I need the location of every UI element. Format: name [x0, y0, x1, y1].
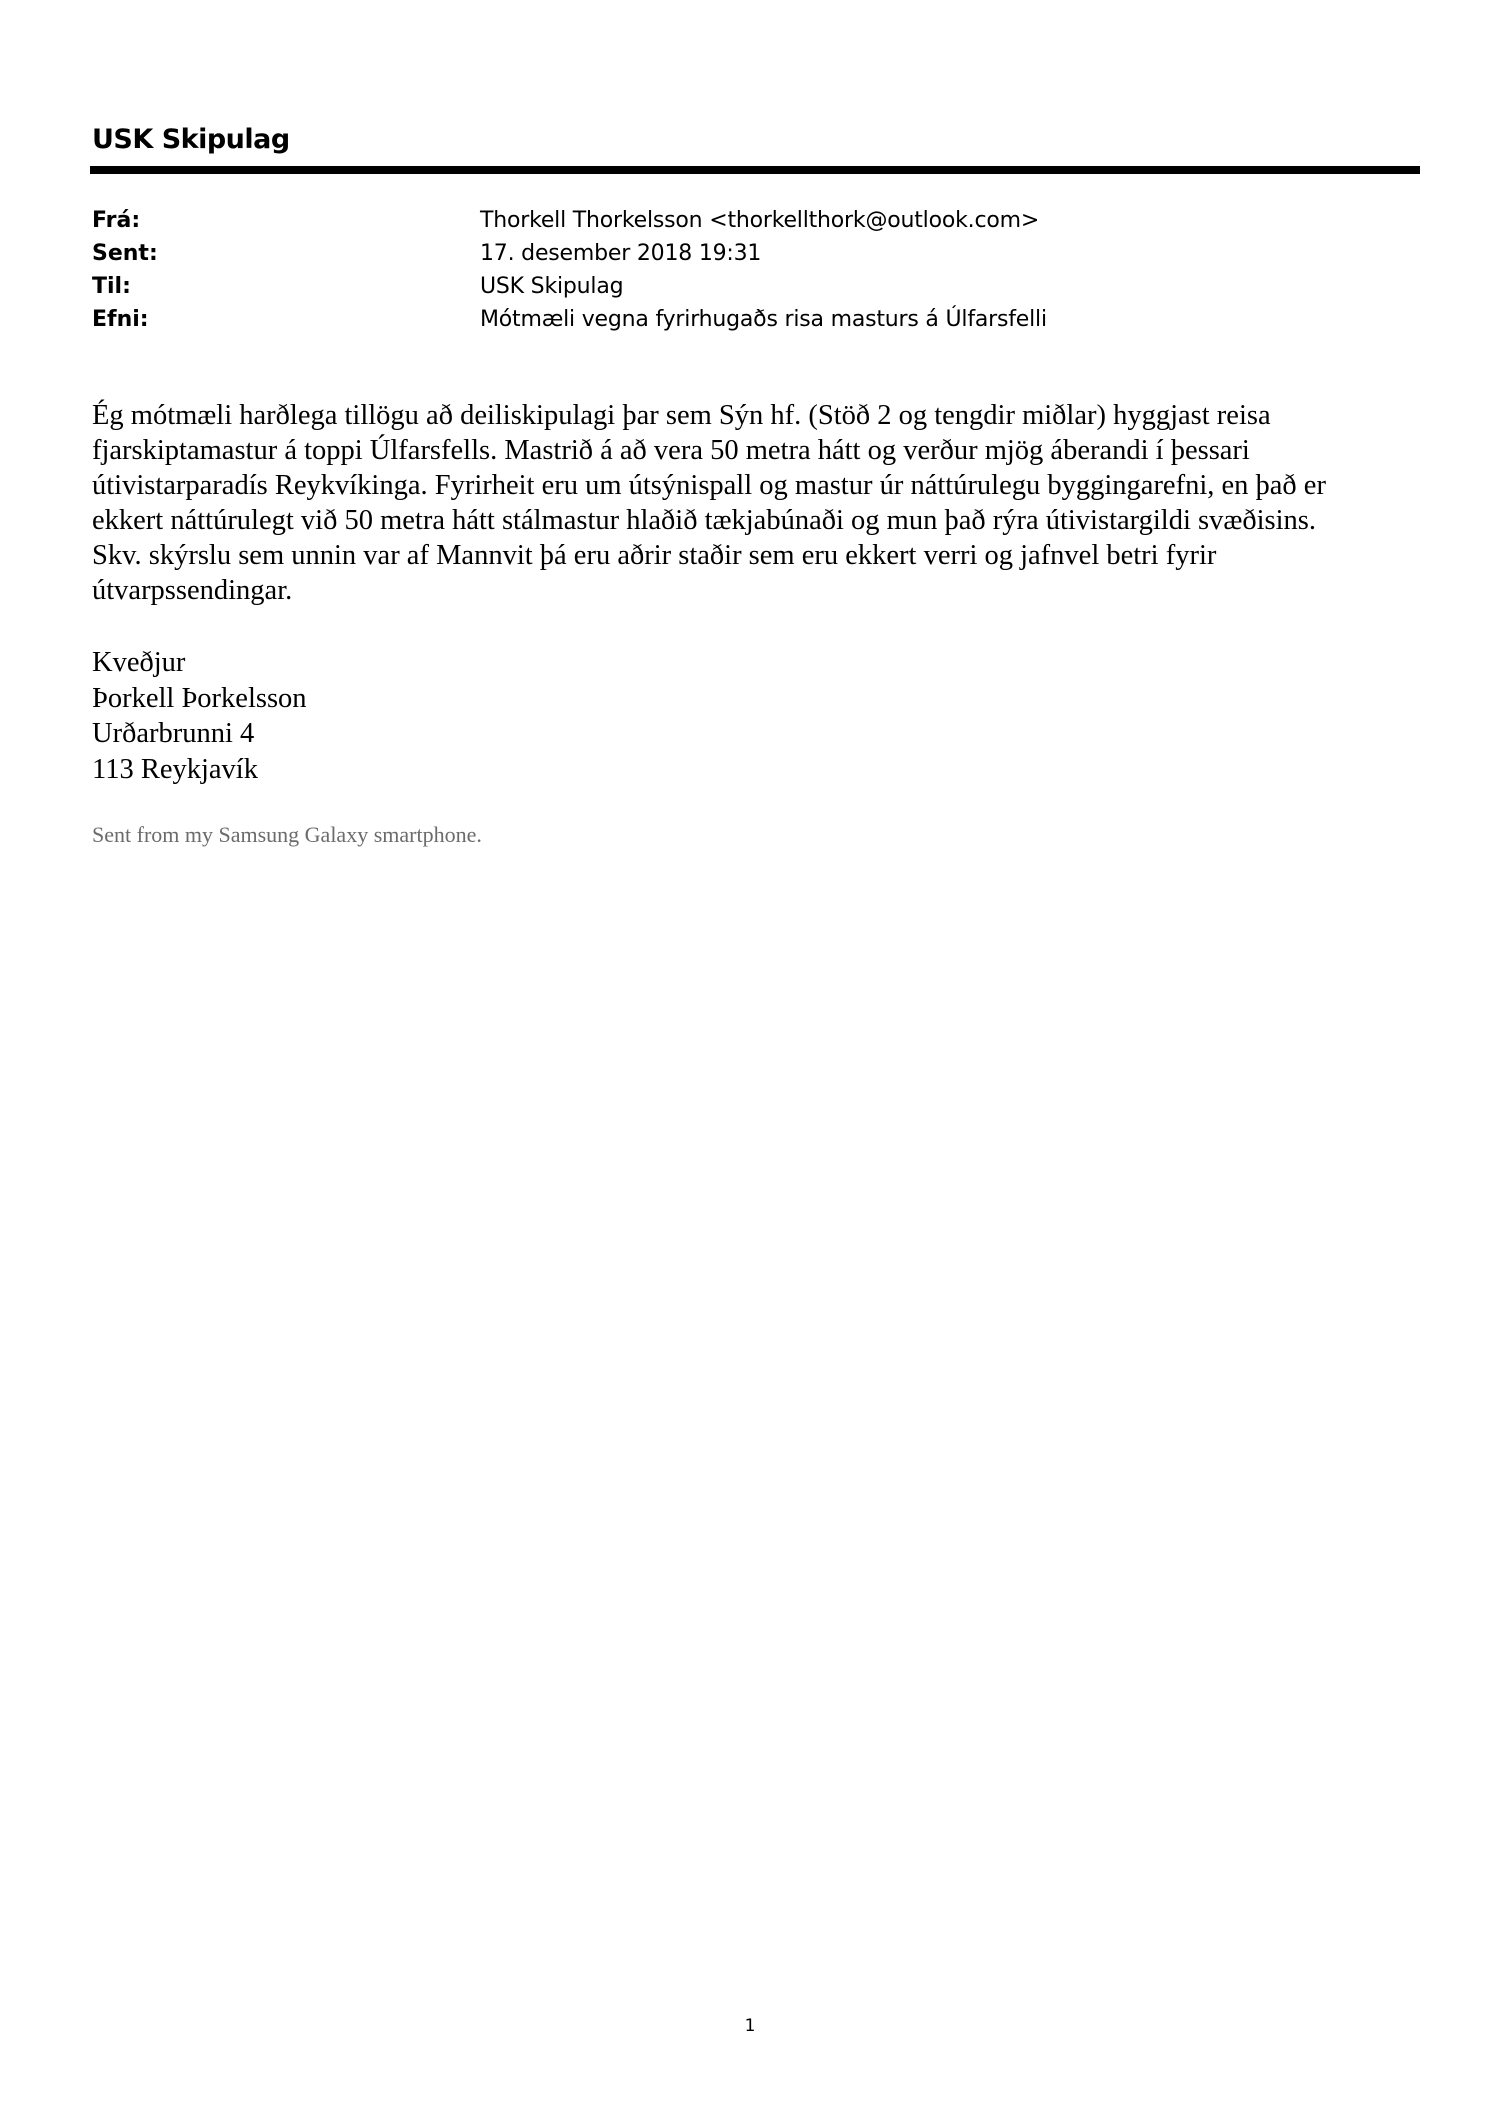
body-line: Ég mótmæli harðlega tillögu að deiliskipulagi þar sem Sýn hf. (Stöð 2 og tengdir miðlar) hyggjast reisa — [92, 400, 1271, 431]
signature-street: Urðarbrunni 4 — [92, 718, 255, 749]
page-number: 1 — [744, 2016, 756, 2036]
from-value: Thorkell Thorkelsson <thorkellthork@outlook.com> — [480, 208, 1040, 233]
header-divider — [90, 166, 1420, 174]
body-line: fjarskiptamastur á toppi Úlfarsfells. Mastrið á að vera 50 metra hátt og verður mjög áberandi í þessari — [92, 435, 1250, 466]
body-line: útvarpssendingar. — [92, 575, 293, 606]
header-row-to — [92, 270, 1392, 303]
signature-city: 113 Reykjavík — [92, 753, 258, 785]
sent-label: Sent: — [92, 241, 158, 266]
sent-from-footer: Sent from my Samsung Galaxy smartphone. — [92, 822, 482, 847]
sent-value: 17. desember 2018 19:31 — [480, 241, 762, 266]
from-label: Frá: — [92, 208, 141, 233]
header-row-sent — [92, 237, 1392, 270]
email-body — [92, 398, 1422, 608]
subject-label: Efni: — [92, 307, 149, 332]
body-line: Skv. skýrslu sem unnin var af Mannvit þá eru aðrir staðir sem eru ekkert verri og jafnvel betri fyrir — [92, 540, 1217, 571]
body-line: útivistarparadís Reykvíkinga. Fyrirheit eru um útsýnispall og mastur úr náttúrulegu byggingarefni, en það er — [92, 470, 1326, 501]
to-label: Til: — [92, 274, 131, 299]
header-row-subject — [92, 303, 1392, 336]
signature-closing: Kveðjur — [92, 647, 186, 678]
subject-value: Mótmæli vegna fyrirhugaðs risa masturs á Úlfarsfelli — [480, 307, 1047, 332]
to-value: USK Skipulag — [480, 274, 624, 299]
signature-block — [92, 645, 307, 787]
mailbox-title: USK Skipulag — [92, 124, 290, 155]
email-headers — [92, 204, 1392, 336]
header-row-from — [92, 204, 1392, 237]
body-line: ekkert náttúrulegt við 50 metra hátt stálmastur hlaðið tækjabúnaði og mun það rýra útivistargildi svæðisins. — [92, 505, 1316, 536]
signature-name: Þorkell Þorkelsson — [92, 682, 307, 714]
